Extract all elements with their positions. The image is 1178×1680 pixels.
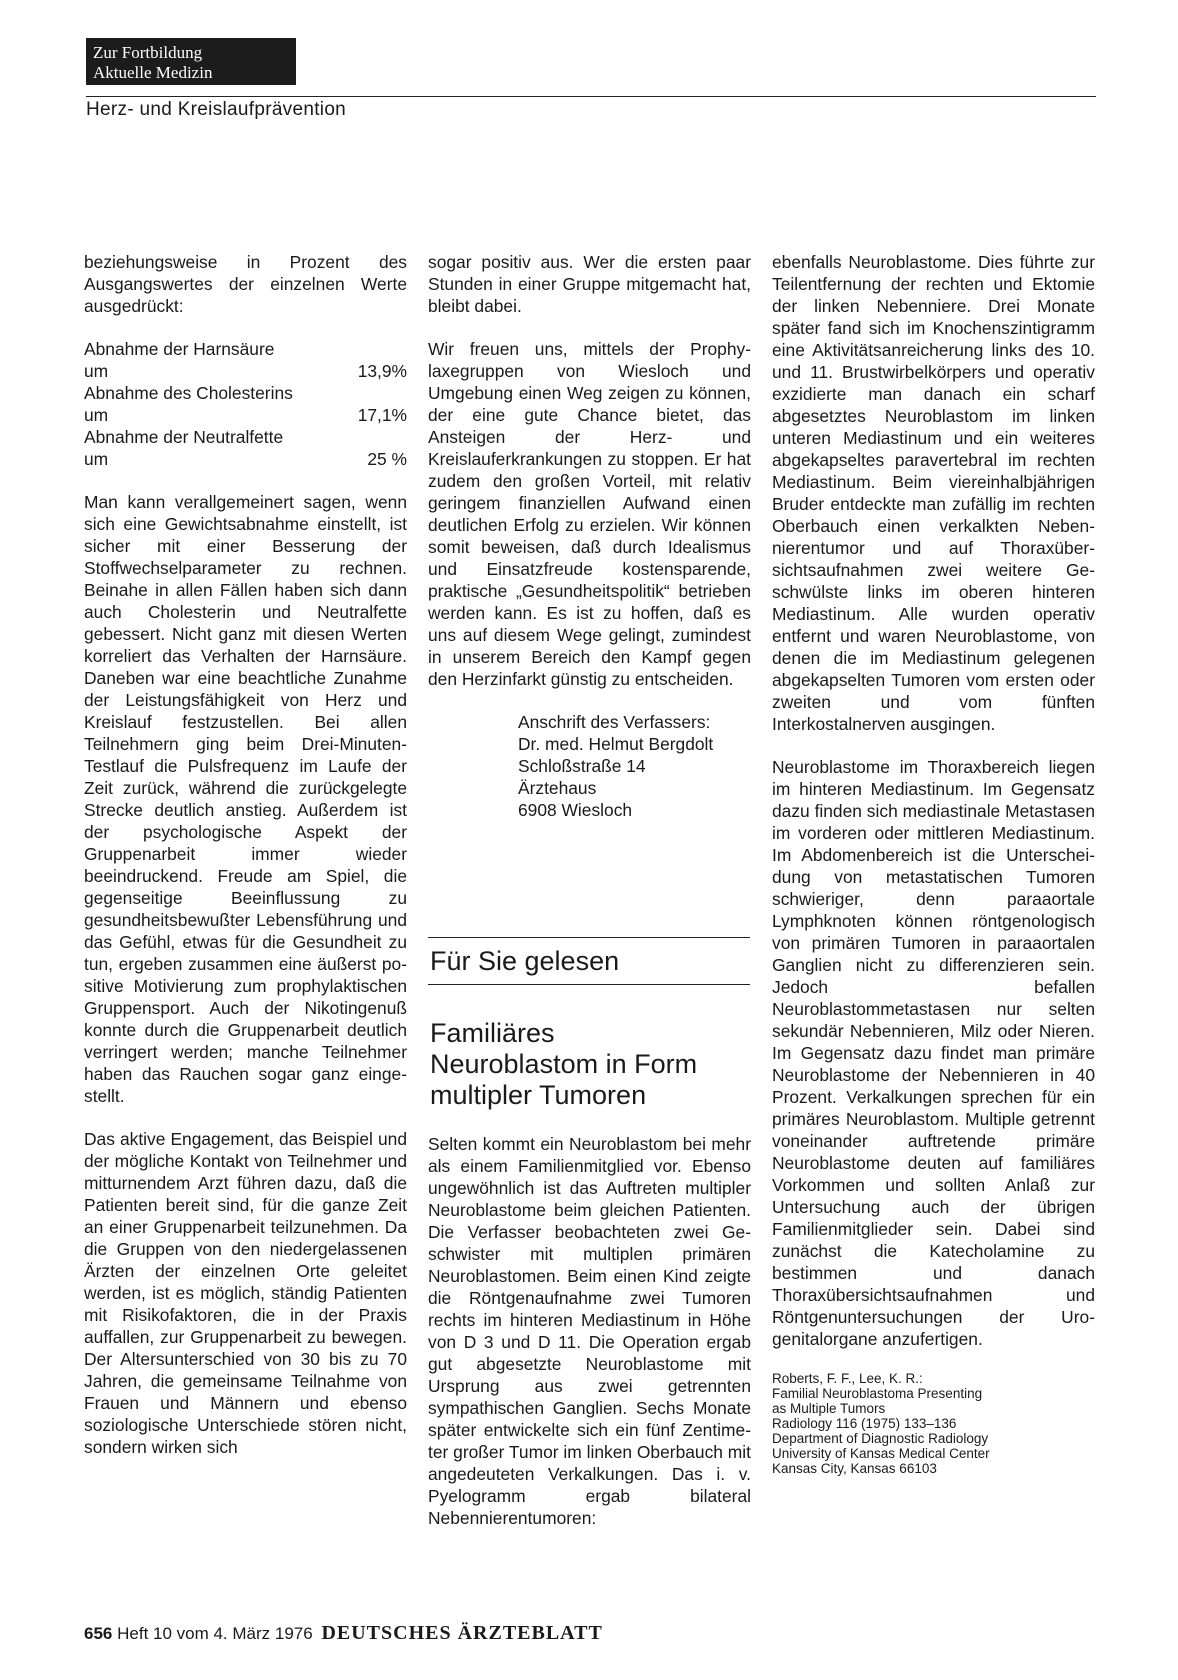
column-2 <box>428 251 751 821</box>
issue-info: Heft 10 vom 4. März 1976 <box>117 1624 313 1643</box>
rubric-rule-bottom <box>428 984 750 985</box>
value-row <box>84 404 407 426</box>
column-1 <box>84 251 407 1479</box>
value-label: Abnahme des Cholesterins <box>84 383 293 403</box>
address-line: Ärztehaus <box>518 778 597 798</box>
headline-line: Neuroblastom in Form <box>430 1049 698 1079</box>
value-number: 25 % <box>367 449 407 469</box>
section-label-line2: Aktuelle Medizin <box>93 63 213 82</box>
value-prefix: um <box>84 449 109 469</box>
value-label: Abnahme der Neutralfette <box>84 427 284 447</box>
value-label: Abnahme der Harnsäure <box>84 339 275 359</box>
section-label <box>86 38 296 85</box>
author-address <box>518 711 751 821</box>
rubric <box>428 937 750 985</box>
paragraph: Neuroblastome im Thoraxbereich liegen im hinteren Mediastinum. Im Gegensatz dazu finden sich mediastinale Metastasen im vorderen oder mittleren Mediastinum. Im Abdomenbereich ist die Unterscheidung von metastatischen Tumoren schwieriger, denn paraaortale Lymphknoten können röntgenologisch von primären Tumoren in paraaortalen Ganglien nicht zu differenzieren sein. Jedoch befallen Neuroblastommetastasen nur selten sekundär Nebennieren, Milz oder Nieren. Im Gegensatz dazu findet man primäre Neuroblastome der Nebennieren in 40 Prozent. Verkalkungen sprechen für ein primäres Neuroblastom. Multiple getrennt voneinander auftretende primäre Neuroblastome deuten auf familiäres Vorkommen und sollten Anlaß zur Untersuchung auch der übrigen Familienmitglieder sein. Dabei sind zunächst die Katecholamine zu bestimmen und danach Thoraxübersichtsaufnahmen und Röntgenuntersuchungen der Urogenitalorgane anzufertigen. <box>772 757 1095 1349</box>
reference-line: Kansas City, Kansas 66103 <box>772 1461 937 1476</box>
header-rule <box>86 96 1096 97</box>
address-line: 6908 Wiesloch <box>518 800 633 820</box>
paragraph: Das aktive Engagement, das Beispiel und der mögliche Kontakt von Teilnehmer und mitturnendem Arzt führen dazu, daß die Patienten bereit sind, für die ganze Zeit an einer Gruppenarbeit teilzunehmen. Da die Gruppen von den niedergelassenen Ärzten der einzelnen Orte geleitet werden, ist es möglich, ständig Patienten mit Risikofaktoren, die in der Praxis auffallen, zur Gruppenarbeit zu bewegen. Der Altersunterschied von 30 bis zu 70 Jahren, die gemeinsame Teilnahme von Frauen und Männern und ebenso soziologische Unterschiede stören nicht, sondern wirken sich <box>84 1129 407 1457</box>
paragraph: beziehungsweise in Prozent des Ausgangswertes der einzelnen Werte ausgedrückt: <box>84 252 407 316</box>
reference-line: Roberts, F. F., Lee, K. R.: <box>772 1371 923 1386</box>
value-number: 17,1% <box>357 405 407 425</box>
address-line: Anschrift des Verfassers: <box>518 712 711 732</box>
section-label-line1: Zur Fortbildung <box>93 43 203 62</box>
journal-name: DEUTSCHES ÄRZTEBLATT <box>321 1622 603 1644</box>
headline-line: multipler Tumoren <box>430 1080 647 1110</box>
paragraph: sogar positiv aus. Wer die ersten paar Stunden in einer Gruppe mitgemacht hat, bleibt dabei. <box>428 252 751 316</box>
paragraph: Selten kommt ein Neuroblastom bei mehr als einem Familienmitglied vor. Ebenso ungewöhnlich ist das Auftreten multipler Neuroblastome beim gleichen Patienten. Die Verfasser beobachteten zwei Geschwister mit multiplen primären Neuroblastomen. Beim einen Kind zeigte die Röntgenaufnahme zwei Tumoren rechts im hinteren Mediastinum in Höhe von D 3 und D 11. Die Operation ergab gut abgesetzte Neuroblastome mit Ursprung aus zwei getrennten sympathischen Ganglien. Sechs Monate später entwickelte sich ein fünf Zentimeter großer Tumor im linken Oberbauch mit angedeuteten Verkalkungen. Das i. v. Pyelogramm ergab bilateral Nebennierentumoren: <box>428 1134 751 1528</box>
column-3 <box>772 251 1095 1476</box>
value-row <box>84 448 407 470</box>
value-number: 13,9% <box>357 361 407 381</box>
article-headline <box>430 1018 750 1111</box>
reference-line: Department of Diagnostic Radiology <box>772 1431 989 1446</box>
paragraph: Man kann verallgemeinert sagen, wenn sich eine Gewichtsabnahme einstellt, ist sicher mit einer Besserung der Stoffwechselparameter zu rechnen. Beinahe in allen Fällen haben sich dann auch Cholesterin und Neutralfette gebessert. Nicht ganz mit diesen Werten korreliert das Verhalten der Harnsäure. Daneben war eine beachtliche Zunahme der Leistungsfähigkeit von Herz und Kreislauf festzustellen. Bei allen Teilnehmern ging beim Drei-Minuten-Testlauf die Pulsfrequenz im Laufe der Zeit zurück, während die zurückgelegte Strecke deutlich anstieg. Außerdem ist der psychologische Aspekt der Gruppenarbeit immer wieder beeindruckend. Freude am Spiel, die gegenseitige Beeinflussung zu gesundheitsbewußter Lebensführung und das Gefühl, etwas für die Gesundheit zu tun, ergeben zusammen eine äußerst positive Motivierung zum prophylaktischen Gruppensport. Auch der Nikotingenuß konnte durch die Gruppenarbeit deutlich verringert werden; manche Teilnehmer haben das Rauchen sogar ganz eingestellt. <box>84 492 407 1106</box>
topic-title: Herz- und Kreislaufprävention <box>86 99 347 120</box>
value-row <box>84 360 407 382</box>
value-prefix: um <box>84 405 109 425</box>
reference-line: Familial Neuroblastoma Presenting <box>772 1386 983 1401</box>
address-line: Schloßstraße 14 <box>518 756 646 776</box>
reference-line: University of Kansas Medical Center <box>772 1446 990 1461</box>
address-line: Dr. med. Helmut Bergdolt <box>518 734 714 754</box>
rubric-title: Für Sie gelesen <box>430 946 620 976</box>
paragraph: Wir freuen uns, mittels der Prophylaxegruppen von Wiesloch und Umgebung einen Weg zeigen zu können, der eine gute Chance bietet, das Ansteigen der Herz- und Kreislauferkrankungen zu stoppen. Er hat zudem den großen Vorteil, mit relativ geringem finanziellen Aufwand einen deutlichen Erfolg zu erzielen. Wir können somit beweisen, daß durch Idealismus und Einsatzfreude kostensparende, praktische „Gesundheitspolitik“ betrieben werden kann. Es ist zu hoffen, daß es uns auf diesem Wege gelingt, zumindest in unserem Bereich den Kampf gegen den Herzinfarkt günstig zu entscheiden. <box>428 339 751 689</box>
values-list <box>84 338 407 470</box>
reference-line: Radiology 116 (1975) 133–136 <box>772 1416 957 1431</box>
page-footer <box>84 1622 603 1645</box>
paragraph: ebenfalls Neuroblastome. Dies führte zur Teilentfernung der rechten und Ektomie der linken Nebenniere. Drei Monate später fand sich im Knochenszintigramm eine Aktivitätsanreicherung links des 10. und 11. Brustwirbelkörpers und operativ exzidierte man danach ein scharf abgesetztes Neuroblastom im linken unteren Mediastinum und ein weiteres abgekapseltes paravertebral im rechten Mediastinum. Beim viereinhalbjährigen Bruder entdeckte man zufällig im rechten Oberbauch einen verkalkten Nebennierentumor und auf Thoraxübersichtsaufnahmen zwei weitere Geschwülste links im oberen hinteren Mediastinum. Alle wurden operativ entfernt und waren Neuroblastome, von denen die im Mediastinum gelegenen abgekapselten Tumoren vom ersten oder zweiten und vom fünften Interkostalnerven ausgingen. <box>772 252 1095 734</box>
value-prefix: um <box>84 361 109 381</box>
literature-reference <box>772 1371 1095 1476</box>
page-number: 656 <box>84 1624 113 1643</box>
reference-line: as Multiple Tumors <box>772 1401 886 1416</box>
article-body-col2 <box>428 1133 751 1529</box>
headline-line: Familiäres <box>430 1018 555 1048</box>
